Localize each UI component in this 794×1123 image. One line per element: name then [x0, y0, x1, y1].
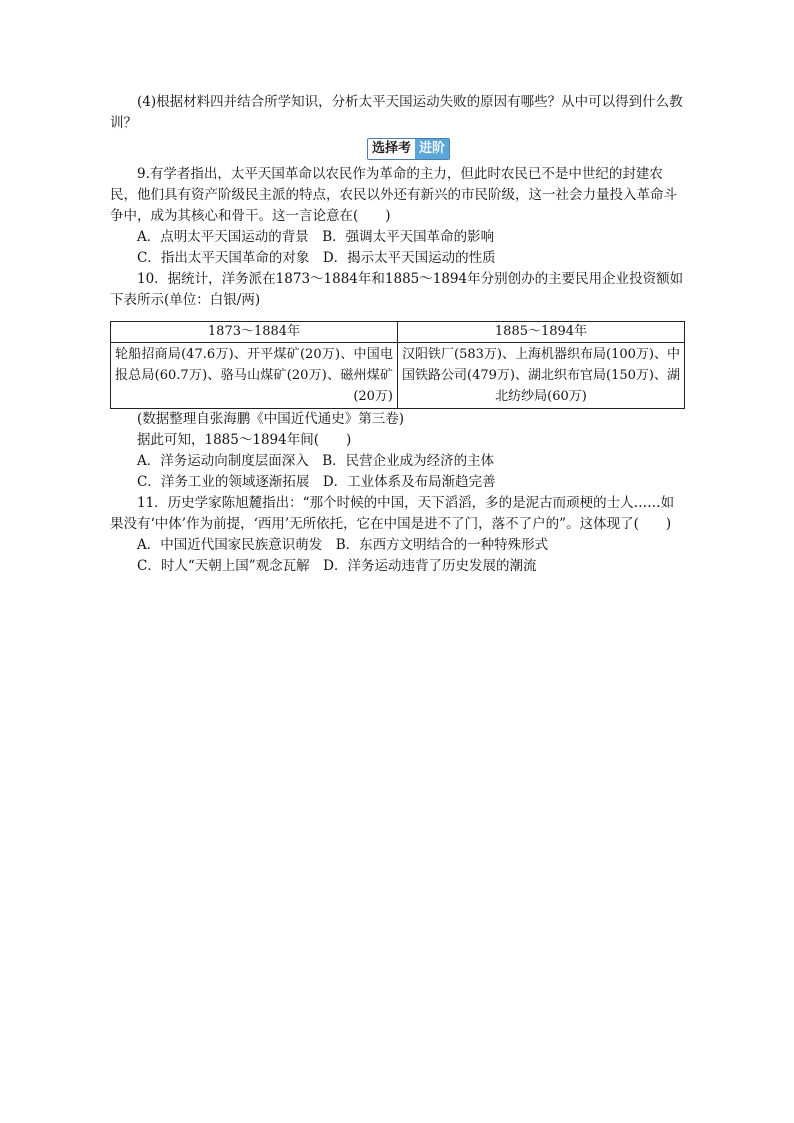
question-9-options-1: A．点明太平天国运动的背景 B．强调太平天国革命的影响 — [137, 229, 495, 245]
question-11-stem: 11．历史学家陈旭麓指出：“那个时候的中国，天下滔滔，多的是泥古而顽梗的士人……如果没有‘中体’作为前提，‘西用’无所依托，它在中国是进不了门，落不了户的”。这体现了( ) — [110, 495, 675, 532]
question-10-options-1: A．洋务运动向制度层面深入 B．民营企业成为经济的主体 — [137, 453, 495, 469]
question-4-text: (4)根据材料四并结合所学知识，分析太平天国运动失败的原因有哪些？从中可以得到什么教训？ — [110, 94, 683, 131]
table-cell-1873: 轮船招商局(47.6万)、开平煤矿(20万)、中国电报总局(60.7万)、骆马山煤矿(20万)、磁州煤矿(20万) — [111, 343, 398, 409]
question-9-options-2: C．指出太平天国革命的对象 D．揭示太平天国运动的性质 — [137, 250, 496, 266]
question-10-stem: 10．据统计，洋务派在1873～1884年和1885～1894年分别创办的主要民用企业投资额如下表所示(单位：白银/两) — [110, 271, 684, 308]
table-header-row — [111, 322, 685, 343]
section-badge-row — [110, 134, 685, 164]
question-9-stem: 9.有学者指出，太平天国革命以农民作为革命的主力，但此时农民已不是中世纪的封建农民，他们具有资产阶级民主派的特点，农民以外还有新兴的市民阶级，这一社会力量投入革命斗争中，成为其核心和骨干。这一言论意在( ) — [110, 166, 677, 224]
table-header-1885: 1885～1894年 — [398, 322, 685, 343]
question-content — [110, 92, 685, 577]
section-badge — [367, 138, 450, 160]
section-badge-left: 选择考 — [368, 139, 415, 159]
table-cell-1885: 汉阳铁厂(583万)、上海机器织布局(100万)、中国铁路公司(479万)、湖北织布官局(150万)、湖北纺纱局(60万) — [398, 343, 685, 409]
question-11-options-1: A．中国近代国家民族意识萌发 B．东西方文明结合的一种特殊形式 — [137, 537, 549, 553]
investment-table — [110, 321, 685, 409]
question-10-source: (数据整理自张海鹏《中国近代通史》第三卷) — [137, 411, 405, 427]
question-10-prompt: 据此可知，1885～1894年间( ) — [137, 432, 352, 448]
question-10-options-2: C．洋务工业的领域逐渐拓展 D．工业体系及布局渐趋完善 — [137, 474, 496, 490]
section-badge-right: 进阶 — [415, 139, 449, 159]
question-11-options-2: C．时人“天朝上国”观念瓦解 D．洋务运动违背了历史发展的潮流 — [137, 558, 537, 574]
table-row — [111, 343, 685, 409]
table-header-1873: 1873～1884年 — [111, 322, 398, 343]
